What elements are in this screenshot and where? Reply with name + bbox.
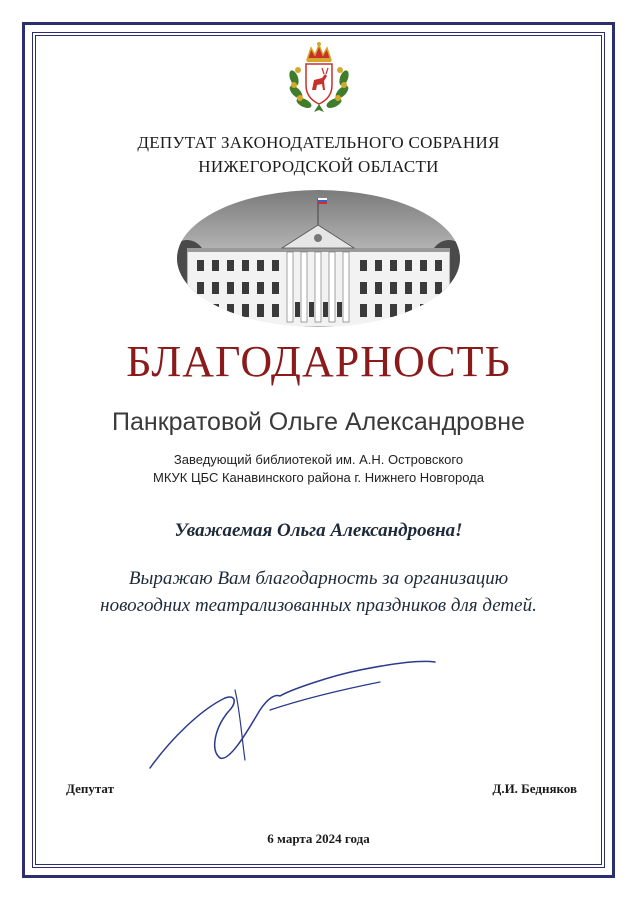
building-image <box>177 190 460 327</box>
message-line-1: Выражаю Вам благодарность за организацию <box>128 568 509 589</box>
header-line-2: НИЖЕГОРОДСКОЙ ОБЛАСТИ <box>198 157 439 176</box>
certificate-title: БЛАГОДАРНОСТЬ <box>126 337 511 386</box>
coat-of-arms-icon <box>284 40 354 116</box>
salutation: Уважаемая Ольга Александровна! <box>174 520 463 541</box>
recipient-name: Панкратовой Ольге Александровне <box>112 408 525 436</box>
issue-date: 6 марта 2024 года <box>267 831 370 846</box>
signatory-name: Д.И. Бедняков <box>492 781 577 796</box>
recipient-position-line-2: МКУК ЦБС Канавинского района г. Нижнего Новгорода <box>152 470 485 485</box>
handwritten-signature <box>130 650 460 780</box>
signatory-role: Депутат <box>66 781 114 796</box>
message-line-2: новогодних театрализованных праздников для детей. <box>100 595 537 616</box>
recipient-position-line-1: Заведующий библиотекой им. А.Н. Островского <box>173 452 464 467</box>
header-line-1: ДЕПУТАТ ЗАКОНОДАТЕЛЬНОГО СОБРАНИЯ <box>137 133 500 152</box>
